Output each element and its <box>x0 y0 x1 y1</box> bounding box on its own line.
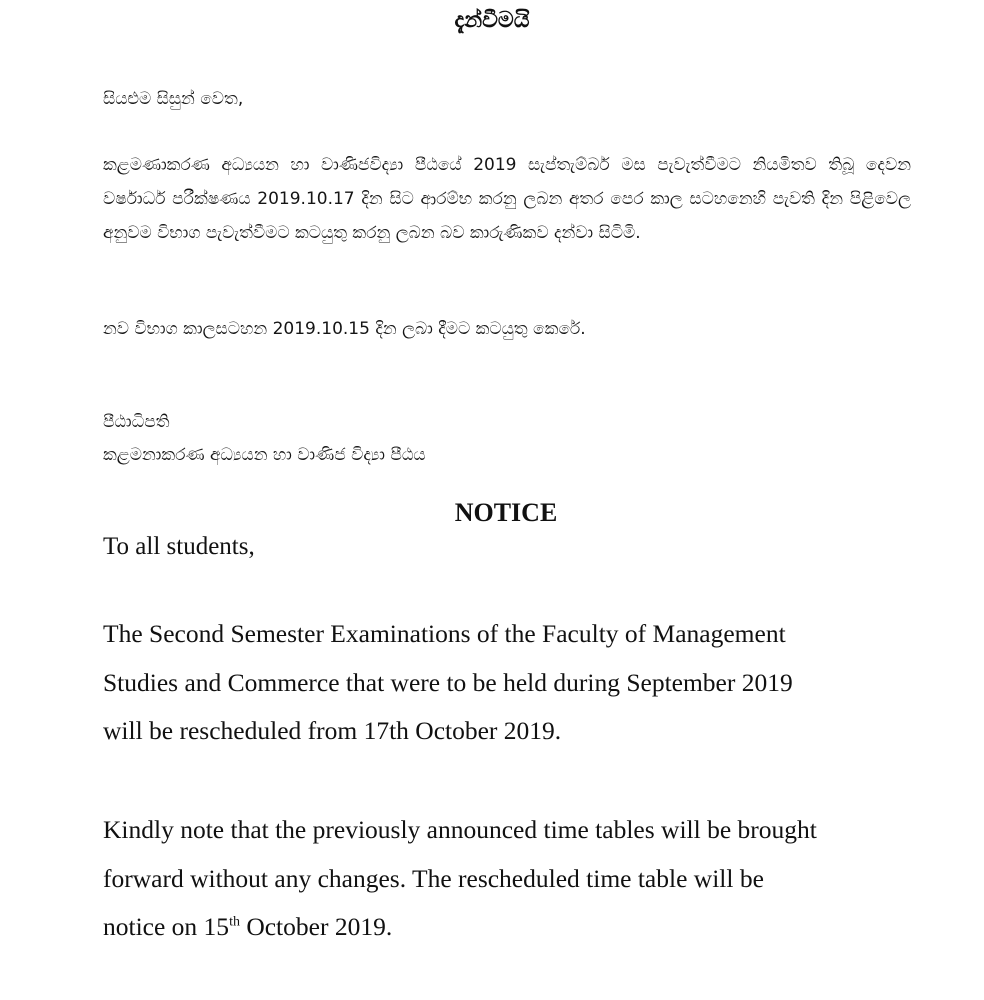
sinhala-signature-title: පීඨාධිපති <box>103 412 170 432</box>
english-salutation: To all students, <box>103 533 255 560</box>
english-notice-title: NOTICE <box>454 498 558 527</box>
sinhala-timetable-paragraph: නව විභාග කාලසටහන 2019.10.15 දින ලබා දීමට කටයුතු කෙරේ. <box>103 319 586 339</box>
sinhala-notice-title: දැන්වීමයි <box>454 8 530 33</box>
paragraph-line: will be rescheduled from 17th October 2019. <box>103 716 562 745</box>
date-suffix: October 2019. <box>239 912 393 941</box>
ordinal-suffix: th <box>229 914 240 930</box>
paragraph-line: Kindly note that the previously announced time tables will be brought <box>103 815 817 844</box>
sinhala-salutation: සියළුම සිසුන් වෙත, <box>103 89 244 109</box>
date-prefix: notice on 15 <box>103 912 230 941</box>
sinhala-notice-paragraph: කළමණාකරණ අධ්‍යයන හා වාණිජවිද්‍යා පීඨයේ 2019 සැප්තැම්බර් මස පැවැත්වීමට නියමිතව තිබූ දෙවන වර්ෂාර්ධ පරීක්ෂණය 2019.10.17 දින සිට ආරම්භ කරනු ලබන අතර පෙර කාල සටහනෙහි පැවති දින පිළිවෙල අනුවම විභාග පැවැත්වීමට කටයුතු කරනු ලබන බව කාරුණිකව දන්වා සිටිමි. <box>103 155 911 243</box>
paragraph-line <box>103 903 903 952</box>
english-timetable-paragraph <box>103 806 903 952</box>
sinhala-signature-faculty: කළමනාකරණ අධ්‍යයන හා වාණිජ විද්‍යා පීඨය <box>103 445 426 465</box>
paragraph-line: Studies and Commerce that were to be held during September 2019 <box>103 667 793 697</box>
english-reschedule-paragraph <box>103 610 903 756</box>
paragraph-line: The Second Semester Examinations of the Faculty of Management <box>103 619 786 648</box>
paragraph-line: forward without any changes. The rescheduled time table will be <box>103 863 764 893</box>
